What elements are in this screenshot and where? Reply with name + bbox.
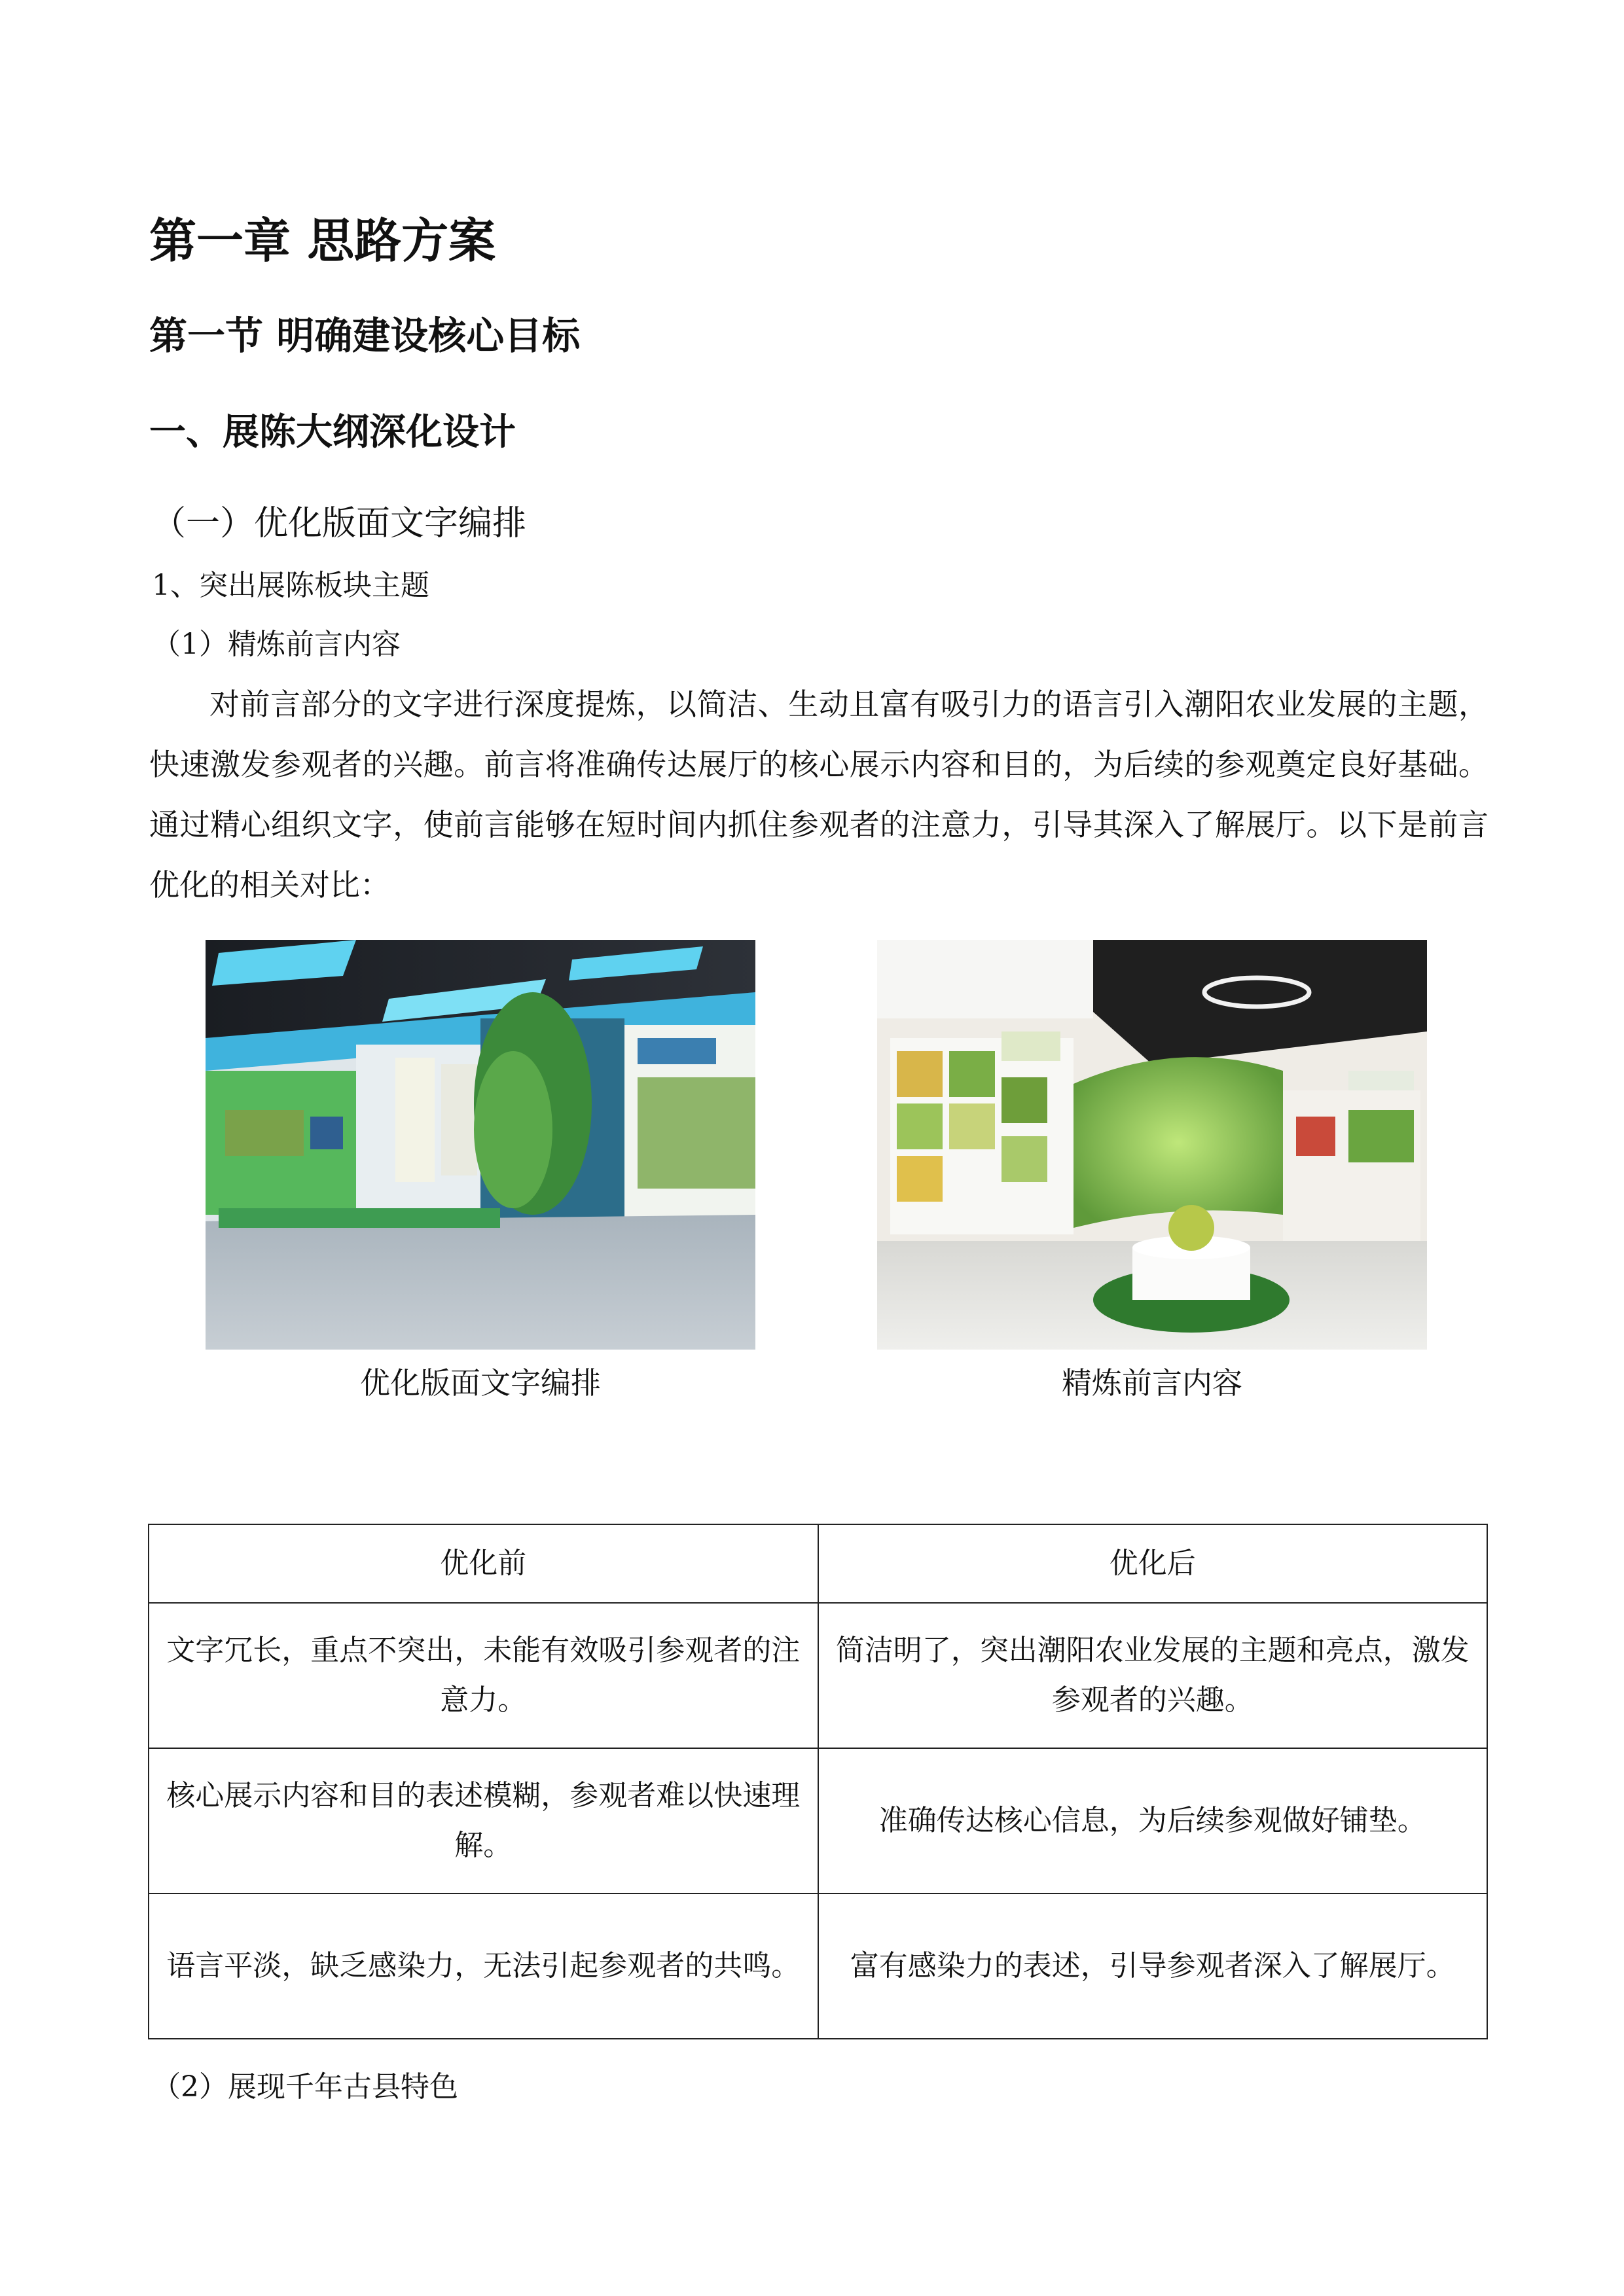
intro-paragraph: 对前言部分的文字进行深度提炼，以简洁、生动且富有吸引力的语言引入潮阳农业发展的主题，快速激发参观者的兴趣。前言将准确传达展厅的核心展示内容和目的，为后续的参观奠定良好基础。通过精心组织文字，使前言能够在短时间内抓住参观者的注意力，引导其深入了解展厅。以下是前言优化的相关对比： [149,687,1489,903]
item-heading-1: 1、突出展陈板块主题 [152,569,429,602]
exhibition-photo-left [206,940,755,1350]
table-header-after: 优化后 [818,1524,1488,1603]
item-heading-1-2: （2）展现千年古县特色 [152,2070,458,2104]
table-row [149,1748,1487,1893]
subsection-title: 一、展陈大纲深化设计 [149,411,516,454]
table-row [149,1893,1487,2039]
table-cell: 核心展示内容和目的表述模糊，参观者难以快速理解。 [149,1748,818,1893]
sub2-title: （一）优化版面文字编排 [152,504,527,543]
figure-caption-right: 精炼前言内容 [1062,1365,1242,1401]
table-header-row [149,1524,1487,1603]
comparison-table [148,1524,1488,2039]
table-cell: 简洁明了，突出潮阳农业发展的主题和亮点，激发参观者的兴趣。 [818,1603,1488,1748]
section-title: 第一节 明确建设核心目标 [149,314,581,358]
table-cell: 富有感染力的表述，引导参观者深入了解展厅。 [818,1893,1488,2039]
table-header-before: 优化前 [149,1524,818,1603]
item-heading-1-1: （1）精炼前言内容 [152,628,401,661]
chapter-title: 第一章 思路方案 [149,213,496,268]
exhibition-photo-right [877,940,1427,1350]
table-cell: 语言平淡，缺乏感染力，无法引起参观者的共鸣。 [149,1893,818,2039]
table-cell: 准确传达核心信息，为后续参观做好铺垫。 [818,1748,1488,1893]
table-row [149,1603,1487,1748]
table-cell: 文字冗长，重点不突出，未能有效吸引参观者的注意力。 [149,1603,818,1748]
figure-caption-left: 优化版面文字编排 [360,1365,601,1401]
